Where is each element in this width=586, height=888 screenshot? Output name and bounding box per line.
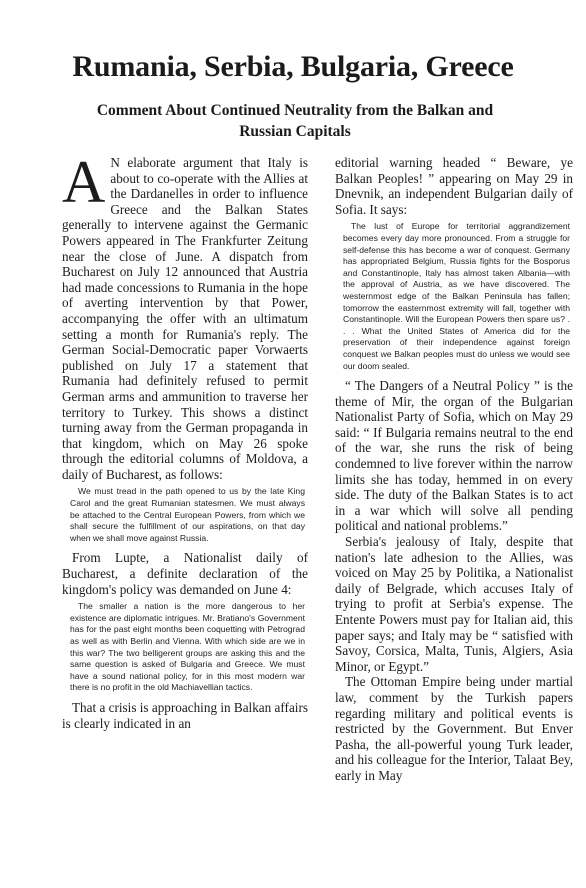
left-column [62,149,308,731]
left-paragraph-1 [62,149,308,482]
right-column [335,155,573,784]
left-quote-2: The smaller a nation is the more dangerous to her existence are diplomatic intrigues. Mr. Bratiano's Government has for the past eight months been coquetting with Petrograd as well as with Berlin and Vienna. With which side are we in this war? The two belligerent groups are asking this and the same question is asked of Bulgaria and Greece. We must have a sound national policy, for in this most modern war there is no profit in the old Machiavellian tactics. [70,601,305,693]
left-paragraph-2: From Lupte, a Nationalist daily of Bucharest, a definite declaration of the kingdom's policy was demanded on June 4: [62,550,308,597]
right-paragraph-2: “ The Dangers of a Neutral Policy ” is the theme of Mir, the organ of the Bulgarian Nationalist Party of Sofia, which on May 29 said: “ If Bulgaria remains neutral to the end of the war, she runs the risk of being condemned to live forever within the narrow limits she has today, hemmed in on every side. The duty of the Balkan States is to act in a war which will solve all pending political and national problems.” [335,378,573,534]
right-paragraph-1: editorial warning headed “ Beware, ye Balkan Peoples! ” appearing on May 29 in Dnevnik, an independent Bulgarian daily of Sofia. It says: [335,155,573,217]
left-paragraph-3: That a crisis is approaching in Balkan affairs is clearly indicated in an [62,699,308,731]
article-title: Rumania, Serbia, Bulgaria, Greece [72,50,514,83]
right-quote-1: The lust of Europe for territorial aggrandizement becomes every day more pronounced. From a struggle for self-defense this has become a war of conquest. Germany has appropriated Belgium, Russia fights for the Bosporus and Constantinople, Italy has almost taken Albania—with the approval of Austria, as we have discovered. The westernmost edge of the Balkan Peninsula has fallen; tomorrow the easternmost extremity will fall, together with Constantinople. Will the European Powers then spare us? . . . What the United States of America did for the preservation of their independence against foreign conquest we Balkan peoples must do unless we would see our doom sealed. [343,221,570,371]
drop-cap: A [62,149,106,215]
left-quote-1: We must tread in the path opened to us by the late King Carol and the great Rumanian statesmen. We must always be attached to the Central European Powers, from which we shall secure the fulfillment of our aspirations, on that day when we shall move against Russia. [70,486,305,543]
right-paragraph-3: Serbia's jealousy of Italy, despite that nation's late adhesion to the Allies, was voiced on May 25 by Politika, a Nationalist daily of Belgrade, which accuses Italy of trying to profit at Serbia's expense. The Entente Powers must pay for Italian aid, this paper says; and Italy may be “ satisfied with Savoy, Corsica, Malta, Tunis, Algiers, Asia Minor, or Egypt.” [335,534,573,674]
article-subtitle: Comment About Continued Neutrality from the Balkan and Russian Capitals [96,102,494,140]
left-paragraph-1-text: N elaborate argument that Italy is about to co-operate with the Allies at the Dardanelles in order to influence Greece and the Balkan States generally to intervene against the Germanic Powers appeared in The Frankfurter Zeitung near the close of June. A dispatch from Bucharest on July 12 announced that Austria had made concessions to Rumania in the hope of averting intervention by that Power, accompanying the offer with an ultimatum setting a month for Rumania's reply. The German Social-Democratic paper Vorwaerts published on July 17 a statement that Rumania had definitely refused to permit German arms and ammunition to traverse her territory to Turkey. This shows a distinct turning away from the German propaganda in that kingdom, which on May 26 spoke through the editorial columns of Moldova, a daily of Bucharest, as follows: [62,155,308,482]
right-paragraph-4: The Ottoman Empire being under martial law, comment by the Turkish papers regarding military and political events is restricted by the Government. But Enver Pasha, the all-powerful young Turk leader, and his colleague for the Interior, Talaat Bey, early in May [335,674,573,783]
